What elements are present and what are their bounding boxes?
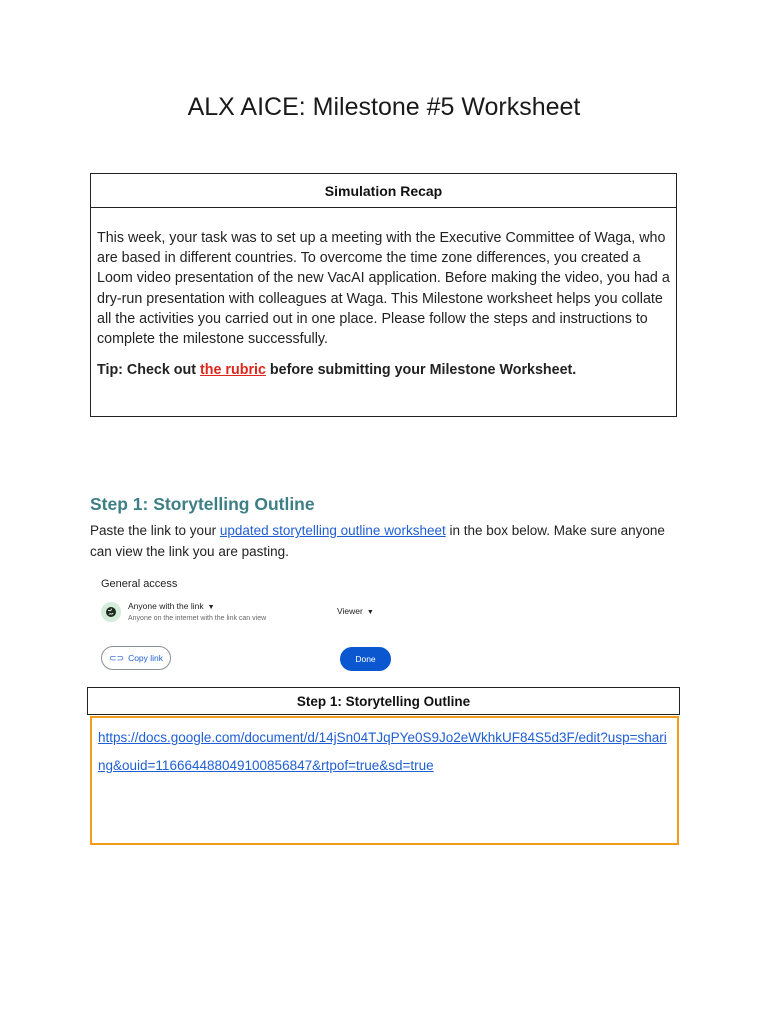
link-answer-box (90, 716, 679, 845)
share-settings-screenshot (93, 572, 397, 676)
step1-text-suffix: in the box below. Make sure anyone can view the link you are pasting. (90, 523, 665, 559)
step1-heading: Step 1: Storytelling Outline (90, 494, 315, 514)
tip-suffix: before submitting your Milestone Worksheet. (265, 362, 577, 379)
recap-paragraph: This week, your task was to set up a meeting with the Executive Committee of Waga, who are based in different countries. To overcome the time zone differences, you created a Loom video presentation of the new VacAI application. Before making the video, you had a dry-run presentation with colleagues at Waga. This Milestone worksheet helps you collate all the activities you carried out in one place. Please follow the steps and instructions to complete the milestone successfully. (97, 230, 670, 348)
link-icon: ⊂⊃ (108, 652, 125, 663)
access-description: Anyone on the internet with the link can view (128, 615, 267, 622)
tip-line (97, 360, 670, 380)
access-dropdown[interactable] (128, 601, 215, 611)
storytelling-worksheet-link[interactable]: updated storytelling outline worksheet (219, 523, 446, 538)
step1-text-prefix: Paste the link to your (90, 523, 220, 538)
copy-link-label: Copy link (128, 653, 164, 663)
copy-link-button[interactable] (101, 646, 171, 670)
globe-icon (101, 602, 121, 622)
done-button[interactable]: Done (340, 647, 391, 671)
caret-down-icon: ▼ (366, 609, 374, 616)
pasted-url-link[interactable]: https://docs.google.com/document/d/14jSn04TJqPYe0S9Jo2eWkhkUF84S5d3F/edit?usp=sharing&ouid=116664488049100856847&rtpof=true&sd=true (98, 730, 667, 773)
recap-heading: Simulation Recap (91, 174, 676, 208)
rubric-link[interactable]: the rubric (200, 362, 266, 379)
step1-box-heading: Step 1: Storytelling Outline (87, 687, 680, 715)
general-access-label: General access (101, 578, 178, 590)
simulation-recap-table (90, 173, 677, 417)
recap-body-cell (91, 208, 676, 380)
access-label: Anyone with the link (128, 601, 204, 611)
role-label: Viewer (337, 606, 363, 616)
caret-down-icon: ▼ (207, 604, 215, 611)
role-dropdown[interactable] (337, 606, 374, 616)
tip-prefix: Tip: Check out (97, 362, 200, 379)
step1-instructions (90, 521, 690, 562)
page-title: ALX AICE: Milestone #5 Worksheet (187, 93, 581, 121)
